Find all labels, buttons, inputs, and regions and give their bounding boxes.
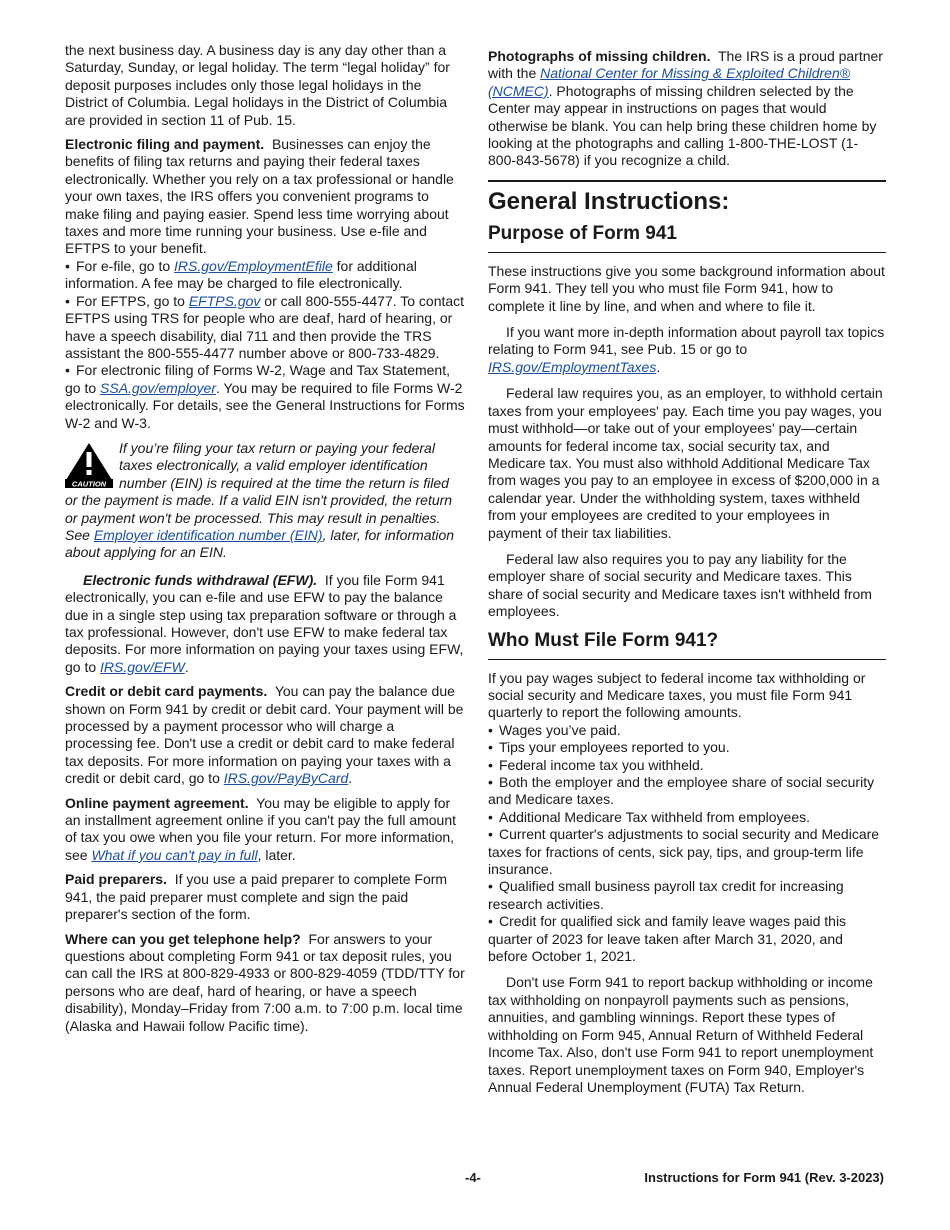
list-item: • Both the employer and the employee share of social security and Medicare taxes. bbox=[488, 774, 875, 808]
irs-employment-taxes-link[interactable]: IRS.gov/EmploymentTaxes bbox=[488, 358, 657, 375]
purpose-p2: If you want more in-depth information about payroll tax topics relating to Form 941, see Pub. 15 or go to IRS.gov/EmploymentTaxes. bbox=[488, 324, 885, 375]
card-paragraph: Credit or debit card payments. You can pay the balance due shown on Form 941 by credit or debit card. Your payment will be processed by a payment processor who will charge a processing fee. Don't use a credit or debit card to make federal tax deposits. For more information on paying your taxes with a credit or debit card, go to IRS.gov/PayByCard. bbox=[65, 683, 464, 787]
card-heading: Credit or debit card payments. bbox=[65, 683, 268, 700]
irs-paybycard-link[interactable]: IRS.gov/PayByCard bbox=[223, 770, 349, 787]
efw-heading: Electronic funds withdrawal (EFW). bbox=[83, 571, 318, 588]
cant-pay-link[interactable]: What if you can't pay in full bbox=[91, 846, 258, 863]
efile-bullet-3: • For electronic filing of Forms W-2, Wage and Tax Statement, go to SSA.gov/employer. You may be required to file Forms W-2 electronically. For details, see the General Instructions for Forms W-2 and W-3. bbox=[65, 362, 465, 431]
caution-icon bbox=[65, 442, 113, 488]
ein-link[interactable]: Employer identification number (EIN) bbox=[93, 526, 323, 543]
purpose-title: Purpose of Form 941 bbox=[488, 222, 886, 253]
preparers-heading: Paid preparers. bbox=[65, 871, 167, 888]
phone-help-paragraph: Where can you get telephone help? For answers to your questions about completing Form 941 or tax deposit rules, you can call the IRS at 800-829-4933 or 800-829-4059 (TDD/TTY for persons who are deaf, hard of hearing, or have a speech disability), Monday–Friday from 7:00 a.m. to 7:00 p.m. local time (Alaska and Hawaii follow Pacific time). bbox=[65, 930, 465, 1034]
left-column bbox=[65, 42, 465, 1042]
caution-icon-label: CAUTION bbox=[71, 479, 107, 488]
who-intro: If you pay wages subject to federal income tax withholding or social security and Medicare taxes, you must file Form 941 quarterly to report the following amounts. bbox=[488, 669, 866, 721]
online-agreement-paragraph: Online payment agreement. You may be eligible to apply for an installment agreement online if you can't pay the full amount of tax you owe when you file your return. For more information, see What if you can't pay in full, later. bbox=[65, 794, 457, 863]
phone-help-heading: Where can you get telephone help? bbox=[65, 930, 301, 947]
list-item: • Qualified small business payroll tax credit for increasing research activities. bbox=[488, 878, 844, 912]
irs-efw-link[interactable]: IRS.gov/EFW bbox=[100, 658, 185, 675]
ssa-employer-link[interactable]: SSA.gov/employer bbox=[100, 379, 216, 396]
list-item: • Federal income tax you withheld. bbox=[488, 756, 704, 773]
list-item: • Current quarter's adjustments to social security and Medicare taxes for fractions of cents, sick pay, tips, and group-term life insurance. bbox=[488, 826, 880, 878]
efw-paragraph: Electronic funds withdrawal (EFW). If you file Form 941 electronically, you can e-file and use EFW to pay the balance due in a single step using tax preparation software or through a tax professional. However, don't use EFW to make federal tax deposits. For more information on paying your taxes using EFW, go to IRS.gov/EFW. bbox=[65, 571, 464, 675]
list-item: • Credit for qualified sick and family leave wages paid this quarter of 2023 for leave taken after March 31, 2020, and before October 1, 2021. bbox=[488, 913, 847, 965]
who-bullets bbox=[488, 722, 886, 966]
list-item: • Additional Medicare Tax withheld from employees. bbox=[488, 808, 811, 825]
general-instructions-title: General Instructions: bbox=[488, 180, 886, 216]
intro-paragraph: the next business day. A business day is any day other than a Saturday, Sunday, or legal holiday. The term “legal holiday” for deposit purposes includes only those legal holidays in the District of Columbia. Legal holidays in the District of Columbia are provided in section 11 of Pub. 15. bbox=[65, 42, 450, 128]
purpose-p1: These instructions give you some background information about Form 941. They tell you who must file Form 941, how to complete it line by line, and when and where to file it. bbox=[488, 262, 885, 314]
missing-children-heading: Photographs of missing children. bbox=[488, 48, 711, 64]
irs-employment-efile-link[interactable]: IRS.gov/EmploymentEfile bbox=[174, 257, 333, 274]
efile-text: Businesses can enjoy the benefits of filing tax returns and paying their federal taxes electronically. Whether you rely on a tax professional or handle your own taxes, the IRS offers you convenient programs to make filing and paying easier. Spend less time worrying about taxes and more time running your business. Use e-file and EFTPS to your benefit. bbox=[65, 136, 454, 257]
page-number: -4- bbox=[465, 1170, 481, 1185]
right-column bbox=[488, 48, 886, 1103]
eftps-link[interactable]: EFTPS.gov bbox=[188, 292, 261, 309]
caution-note: CAUTION If you’re filing your tax return or paying your federal taxes electronically, a valid employer identification number (EIN) is required at the time the return is filed or the payment is made. If a valid EIN isn't provided, the return or payment won't be processed. This may result in penalties. See Employer identification number (EIN), later, for information about applying for an EIN. bbox=[65, 439, 455, 561]
who-must-file-title: Who Must File Form 941? bbox=[488, 629, 886, 660]
purpose-p3: Federal law requires you, as an employer, to withhold certain taxes from your employees' pay. Each time you pay wages, you must withhold—or take out of your employees' pay—certain amounts for federal income tax, social security tax, and Medicare tax. You must also withhold Additional Medicare Tax from wages you pay to an employee in excess of $200,000 in a calendar year. Under the withholding system, taxes withheld from your employees are credited to your employees in payment of their tax liabilities. bbox=[488, 385, 883, 541]
missing-children-paragraph: Photographs of missing children. The IRS is a proud partner with the National Center for Missing & Exploited Children® (NCMEC). Photographs of missing children selected by the Center may appear in instructions on pages that would otherwise be blank. You can help bring these children home by looking at the photographs and calling 1-800-THE-LOST (1-800-843-5678) if you recognize a child. bbox=[488, 48, 883, 169]
efile-heading: Electronic filing and payment. bbox=[65, 136, 265, 153]
caution-text: If you’re filing your tax return or paying your federal taxes electronically, a valid employer identification number (EIN) is required at the time the return is filed or the payment is made. If a valid EIN isn't provided, the return or payment won't be processed. This may result in penalties. See bbox=[65, 439, 453, 543]
footer-title: Instructions for Form 941 (Rev. 3-2023) bbox=[644, 1170, 884, 1185]
online-agreement-heading: Online payment agreement. bbox=[65, 794, 249, 811]
purpose-p4: Federal law also requires you to pay any liability for the employer share of social security and Medicare taxes. This share of social security and Medicare taxes isn't withheld from employees. bbox=[488, 550, 872, 620]
efile-paragraph bbox=[65, 136, 465, 258]
list-item: • Wages you’ve paid. bbox=[488, 721, 621, 738]
list-item: • Tips your employees reported to you. bbox=[488, 739, 730, 756]
ncmec-link[interactable]: National Center for Missing & Exploited Children® (NCMEC) bbox=[488, 65, 851, 99]
efile-bullet-2: • For EFTPS, go to EFTPS.gov or call 800-555-4477. To contact EFTPS using TRS for people who are deaf, hard of hearing, or have a speech disability, dial 711 and then provide the TRS assistant the 800-555-4477 number above or 800-733-4829. bbox=[65, 292, 465, 361]
who-closing: Don't use Form 941 to report backup withholding or income tax withholding on nonpayroll payments such as pensions, annuities, and gambling winnings. Report these types of withholding on Form 945, Annual Return of Withheld Federal Income Tax. Also, don't use Form 941 to report unemployment taxes. Report unemployment taxes on Form 940, Employer's Annual Federal Unemployment (FUTA) Tax Return. bbox=[488, 974, 874, 1095]
preparers-paragraph: Paid preparers. If you use a paid preparer to complete Form 941, the paid preparer must complete and sign the paid preparer's section of the form. bbox=[65, 871, 448, 923]
efile-bullet-1: • For e-file, go to IRS.gov/EmploymentEfile for additional information. A fee may be charged to file electronically. bbox=[65, 257, 417, 292]
